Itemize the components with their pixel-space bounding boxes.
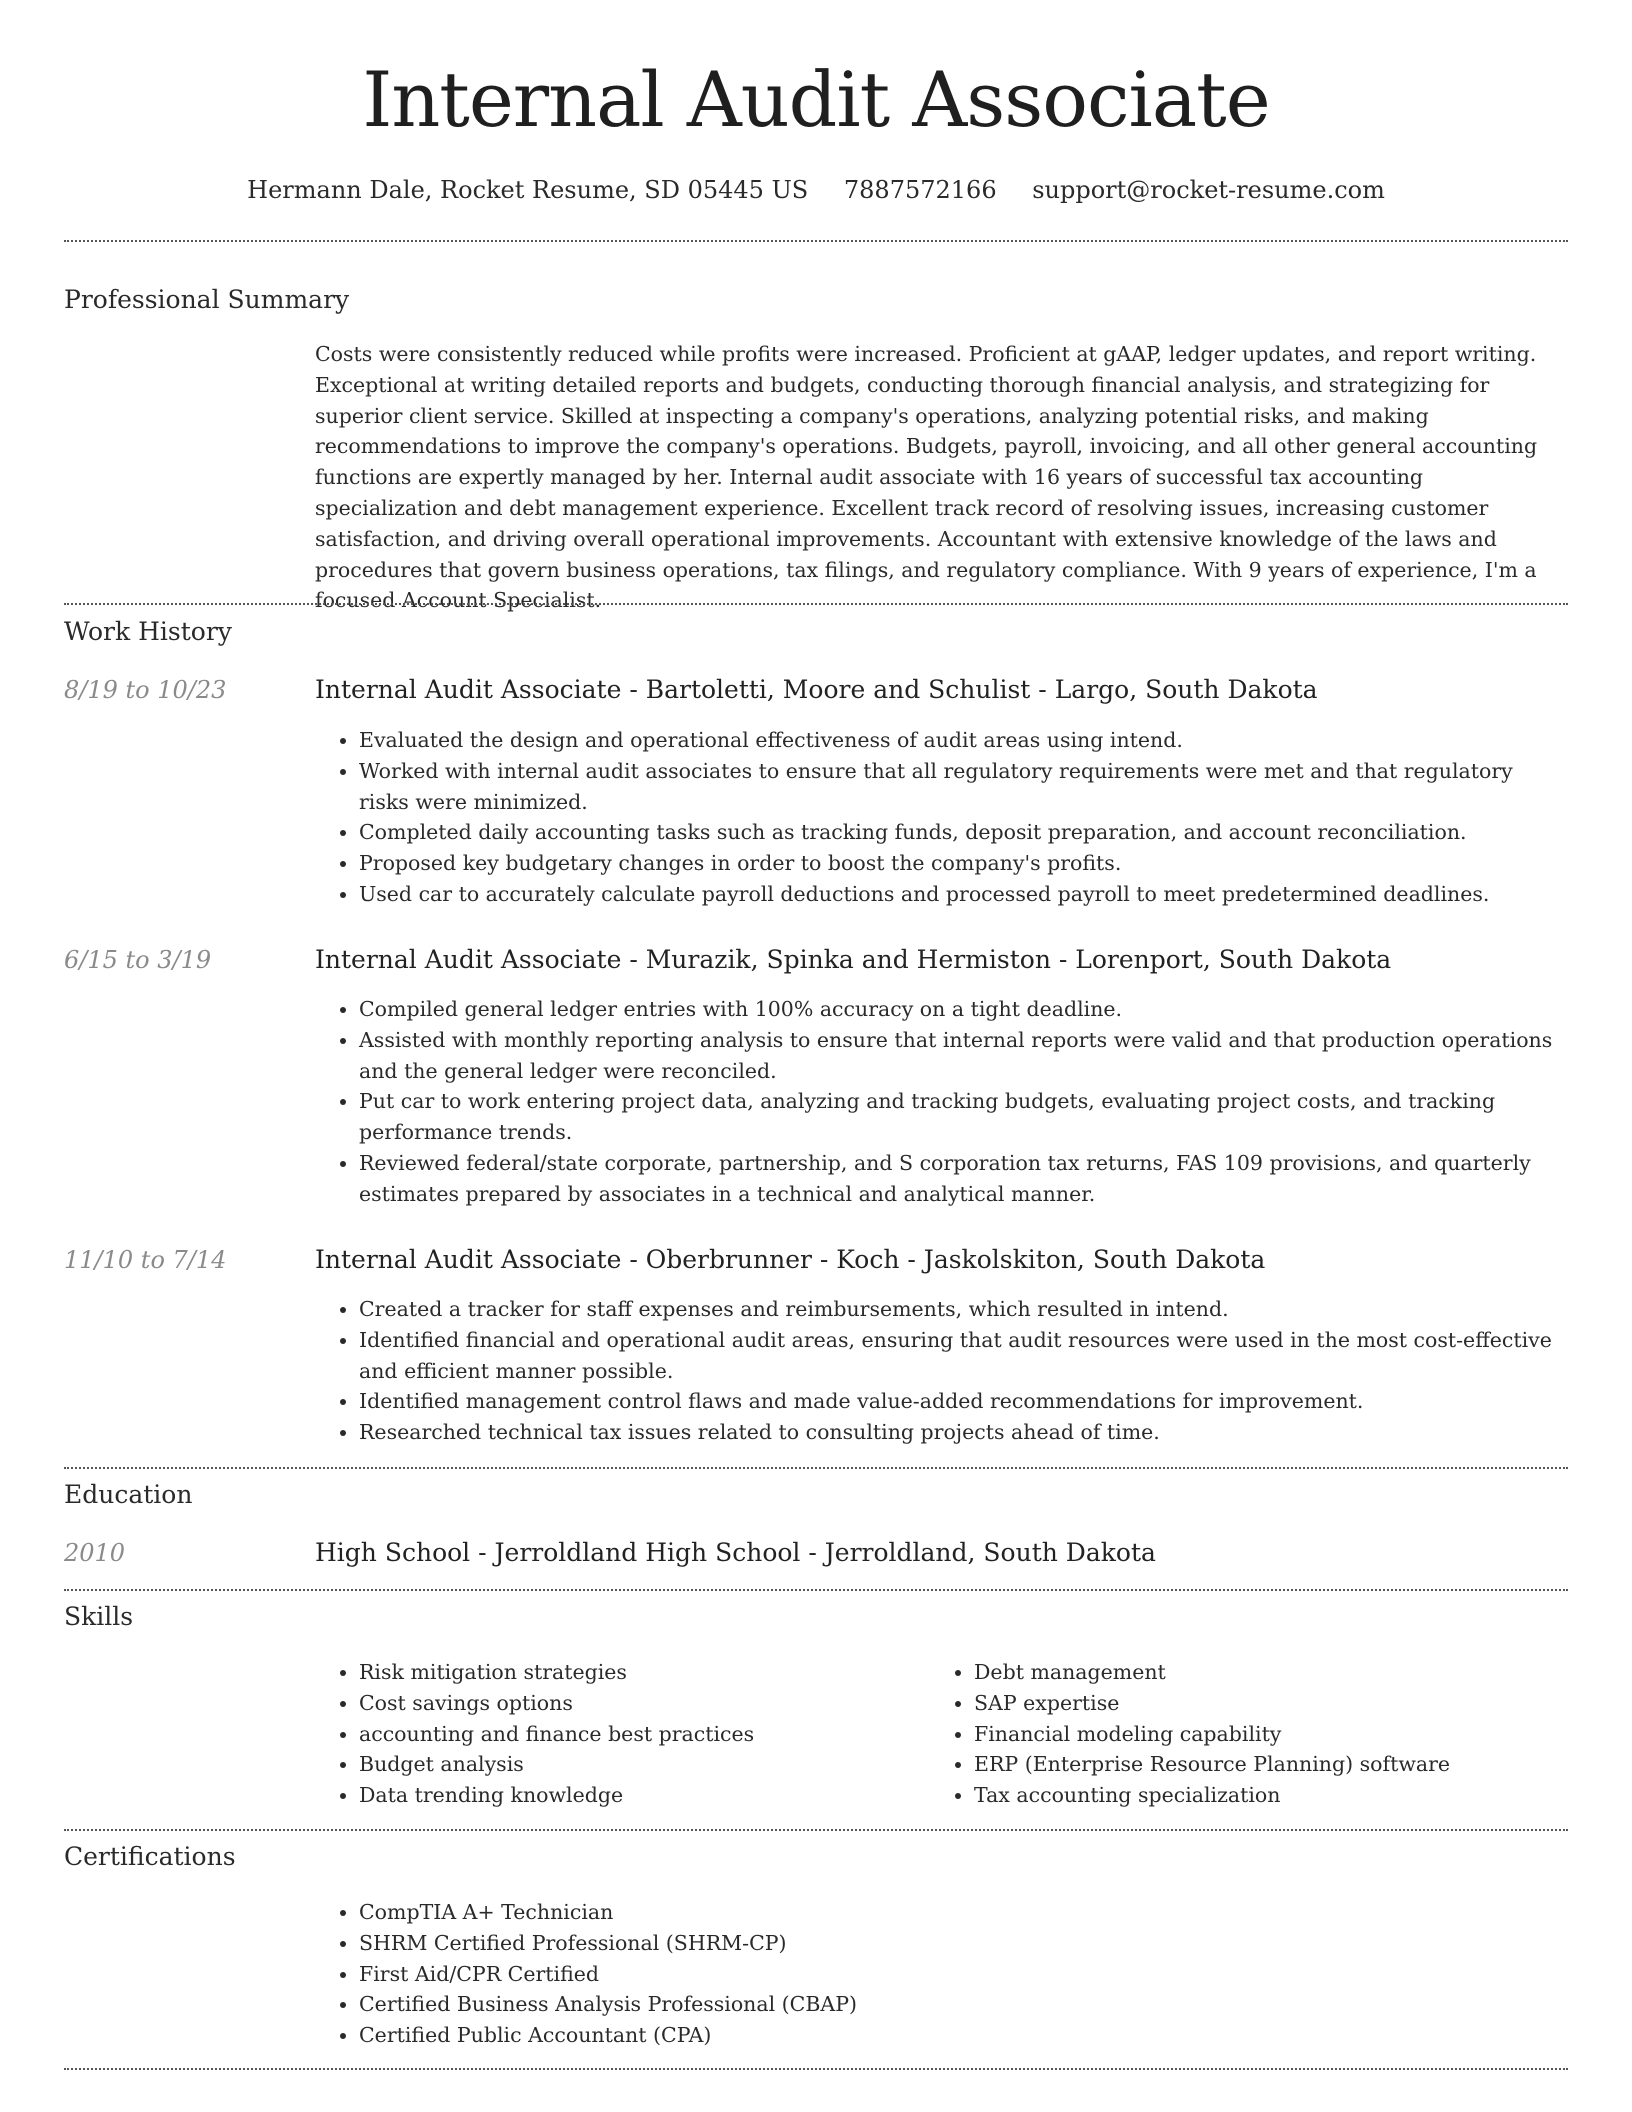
- section-divider: [64, 1589, 1568, 1591]
- list-item: • Created a tracker for staff expenses and reimbursements, which resulted in intend.: [359, 1294, 1568, 1325]
- list-item: • Tax accounting specialization: [974, 1780, 1544, 1811]
- summary-heading: Professional Summary: [64, 285, 350, 314]
- list-item: • Budget analysis: [359, 1749, 929, 1780]
- list-item: • Assisted with monthly reporting analysis to ensure that internal reports were valid and that production operations and the general ledger were reconciled.: [359, 1025, 1568, 1087]
- list-item: • Compiled general ledger entries with 100% accuracy on a tight deadline.: [359, 994, 1568, 1025]
- work-history-heading: Work History: [64, 617, 232, 646]
- education-heading: Education: [64, 1480, 193, 1509]
- list-item: • Debt management: [974, 1657, 1544, 1688]
- list-item: • First Aid/CPR Certified: [359, 1959, 1568, 1990]
- skills-list-left: [315, 1657, 929, 1811]
- certifications-heading: Certifications: [64, 1842, 236, 1871]
- list-item: • accounting and finance best practices: [359, 1719, 929, 1750]
- list-item: • Identified financial and operational audit areas, ensuring that audit resources were used in the most cost-effective and efficient manner possible.: [359, 1325, 1568, 1387]
- section-divider: [64, 1829, 1568, 1831]
- list-item: • Identified management control flaws and made value-added recommendations for improvement.: [359, 1386, 1568, 1417]
- job-title: Internal Audit Associate - Oberbrunner - Koch - Jaskolskiton, South Dakota: [315, 1245, 1266, 1274]
- list-item: • Evaluated the design and operational effectiveness of audit areas using intend.: [359, 725, 1568, 756]
- list-item: • Data trending knowledge: [359, 1780, 929, 1811]
- job-dates: 11/10 to 7/14: [64, 1246, 227, 1274]
- contact-email: support@rocket-resume.com: [1032, 176, 1385, 204]
- list-item: • Reviewed federal/state corporate, partnership, and S corporation tax returns, FAS 109 provisions, and quarterly estimates prepared by associates in a technical and analytical manner.: [359, 1148, 1568, 1210]
- skills-heading: Skills: [64, 1602, 134, 1631]
- summary-text: Costs were consistently reduced while profits were increased. Proficient at gAAP, ledger updates, and report writing. Exceptional at writing detailed reports and budgets, conducting thorough financial analysis, and strategizing for superior client service. Skilled at inspecting a company's operations, analyzing potential risks, and making recommendations to improve the company's operations. Budgets, payroll, invoicing, and all other general accounting functions are expertly managed by her. Internal audit associate with 16 years of successful tax accounting specialization and debt management experience. Excellent track record of resolving issues, increasing customer satisfaction, and driving overall operational improvements. Accountant with extensive knowledge of the laws and procedures that govern business operations, tax filings, and regulatory compliance. With 9 years of experience, I'm a focused Account Specialist.: [315, 342, 1538, 613]
- list-item: • ERP (Enterprise Resource Planning) software: [974, 1749, 1544, 1780]
- list-item: • Certified Public Accountant (CPA): [359, 2020, 1568, 2051]
- list-item: • SAP expertise: [974, 1688, 1544, 1719]
- list-item: • Financial modeling capability: [974, 1719, 1544, 1750]
- contact-line: [64, 170, 1568, 210]
- list-item: • Completed daily accounting tasks such as tracking funds, deposit preparation, and account reconciliation.: [359, 817, 1568, 848]
- list-item: • Proposed key budgetary changes in order to boost the company's profits.: [359, 848, 1568, 879]
- list-item: • Risk mitigation strategies: [359, 1657, 929, 1688]
- list-item: • Put car to work entering project data, analyzing and tracking budgets, evaluating project costs, and tracking performance trends.: [359, 1086, 1568, 1148]
- job-bullets: [315, 725, 1568, 910]
- job-dates: 6/15 to 3/19: [64, 946, 212, 974]
- education-entry: High School - Jerroldland High School - Jerroldland, South Dakota: [315, 1538, 1156, 1567]
- contact-address: Hermann Dale, Rocket Resume, SD 05445 US: [247, 176, 809, 204]
- job-dates: 8/19 to 10/23: [64, 676, 227, 704]
- certifications-list: [315, 1897, 1568, 2051]
- skills-list-right: [930, 1657, 1544, 1811]
- list-item: • CompTIA A+ Technician: [359, 1897, 1568, 1928]
- list-item: • Certified Business Analysis Professional (CBAP): [359, 1989, 1568, 2020]
- section-divider: [64, 1467, 1568, 1469]
- education-year: 2010: [64, 1539, 126, 1567]
- job-title: Internal Audit Associate - Murazik, Spinka and Hermiston - Lorenport, South Dakota: [315, 945, 1392, 974]
- list-item: • Cost savings options: [359, 1688, 929, 1719]
- section-divider: [64, 2068, 1568, 2070]
- list-item: • Researched technical tax issues related to consulting projects ahead of time.: [359, 1417, 1568, 1448]
- section-divider: [64, 240, 1568, 242]
- contact-phone: 7887572166: [843, 176, 997, 204]
- job-bullets: [315, 994, 1568, 1210]
- section-divider: [64, 603, 1568, 605]
- job-title: Internal Audit Associate - Bartoletti, Moore and Schulist - Largo, South Dakota: [315, 675, 1318, 704]
- list-item: • Worked with internal audit associates to ensure that all regulatory requirements were met and that regulatory risks were minimized.: [359, 756, 1568, 818]
- list-item: • Used car to accurately calculate payroll deductions and processed payroll to meet predetermined deadlines.: [359, 879, 1568, 910]
- list-item: • SHRM Certified Professional (SHRM-CP): [359, 1928, 1568, 1959]
- job-bullets: [315, 1294, 1568, 1448]
- resume-title: Internal Audit Associate: [362, 55, 1270, 144]
